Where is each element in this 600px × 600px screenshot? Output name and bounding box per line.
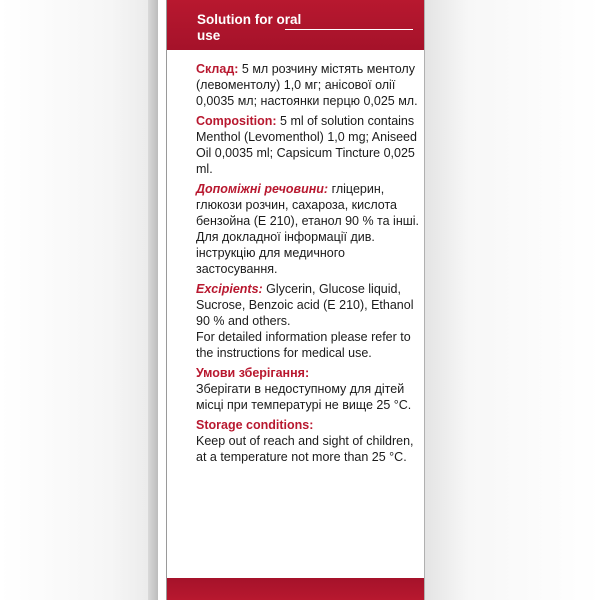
umovy-label: Умови зберігання:: [196, 366, 310, 380]
section-dopomizhni: [196, 181, 422, 277]
sklad-label: Склад:: [196, 62, 239, 76]
composition-text: 5 ml of solution contains Menthol (Levomenthol) 1,0 mg; Aniseed Oil 0,0035 ml; Capsicum Tincture 0,025 ml.: [196, 114, 417, 176]
excipients-text: Glycerin, Glucose liquid, Sucrose, Benzoic acid (E 210), Ethanol 90 % and others.: [196, 282, 414, 328]
sklad-text: 5 мл розчину містять ментолу (левоментолу) 1,0 мг; анісової олії 0,0035 мл; настоянки перцю 0,025 мл.: [196, 62, 418, 108]
header-rule: [285, 29, 413, 30]
header-band: [167, 0, 424, 50]
section-composition: [196, 113, 422, 177]
box-right-side: [425, 0, 600, 600]
storage-text: Keep out of reach and sight of children, at a temperature not more than 25 °C.: [196, 434, 414, 464]
dopomizhni-label: Допоміжні речовини:: [196, 182, 329, 196]
excipients-label: Excipients:: [196, 282, 263, 296]
header-title: Solution for oral use: [197, 12, 302, 43]
section-excipients: [196, 281, 422, 361]
dopomizhni-text: гліцерин, глюкози розчин, сахароза, кислота бензойна (Е 210), етанол 90 % та інші.: [196, 182, 420, 228]
section-umovy: [196, 365, 422, 413]
umovy-text: Зберігати в недоступному для дітей місці при температурі не вище 25 °С.: [196, 382, 412, 412]
composition-label: Composition:: [196, 114, 277, 128]
footer-band: [167, 578, 424, 600]
section-sklad: [196, 61, 422, 109]
excipients-note: For detailed information please refer to the instructions for medical use.: [196, 330, 411, 360]
box-left-side: [0, 0, 158, 600]
dopomizhni-note: Для докладної інформації див. інструкцію для медичного застосування.: [196, 230, 375, 276]
section-storage: [196, 417, 422, 465]
label-panel: [166, 0, 425, 600]
label-text: [196, 61, 422, 469]
storage-label: Storage conditions:: [196, 418, 314, 432]
box-left-edge: [148, 0, 158, 600]
